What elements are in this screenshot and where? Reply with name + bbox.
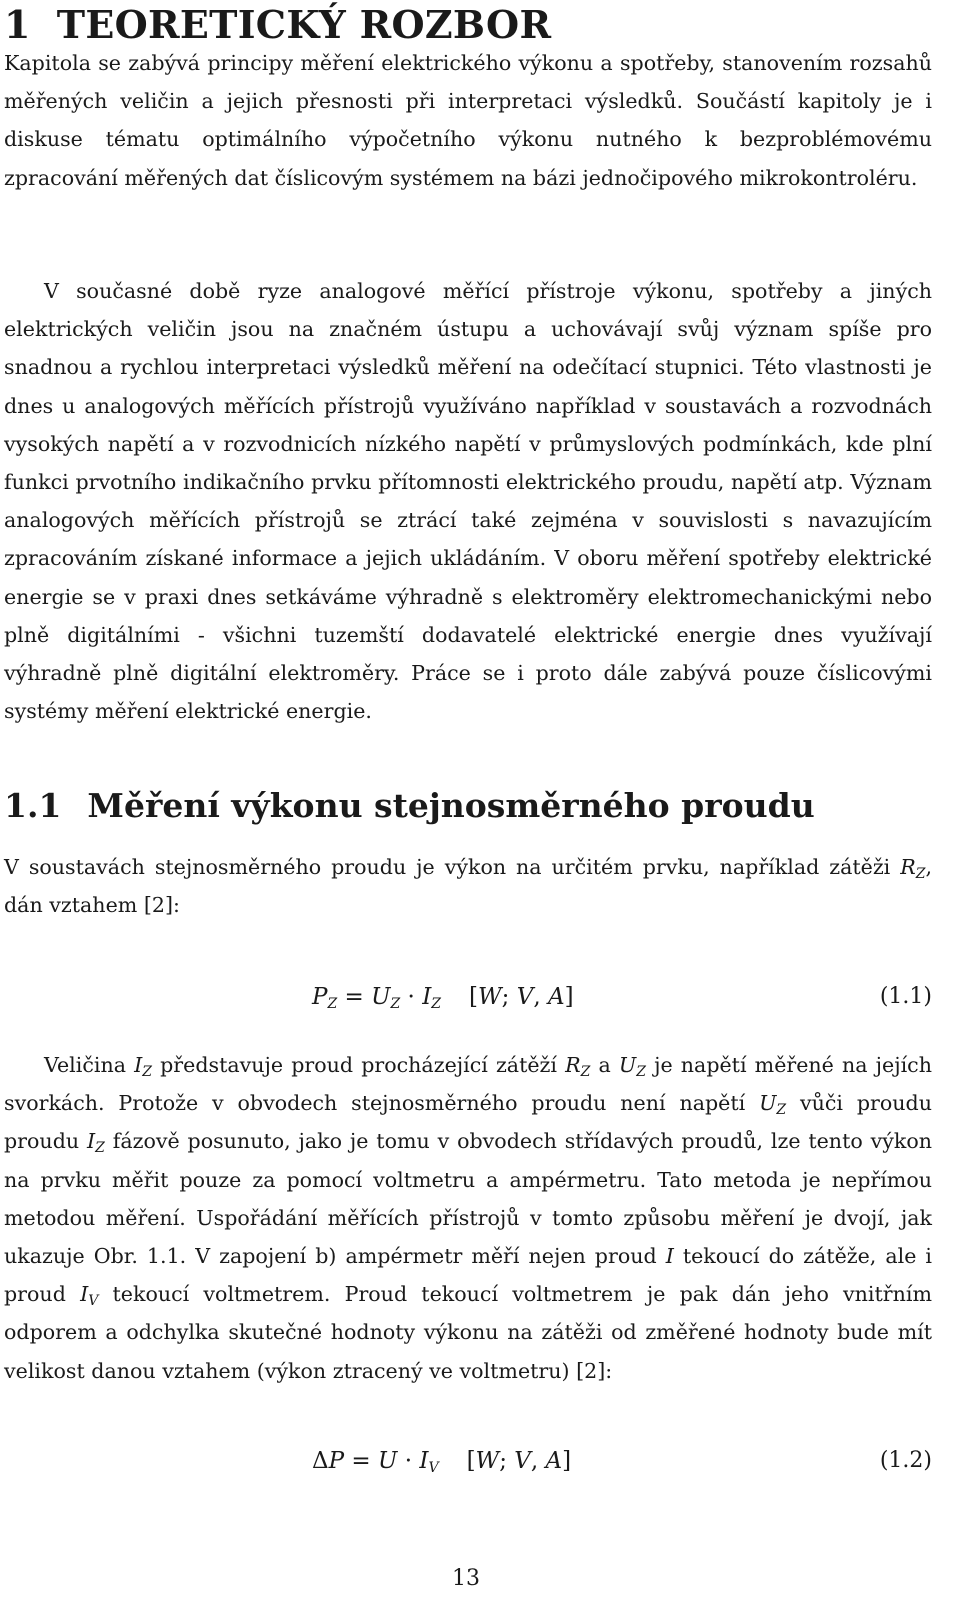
explanation-paragraph: Veličina $I_Z$ představuje proud procházející zátěží $R_Z$ a $U_Z$ je napětí měřené na jejích svorkách. Protože v obvodech stejnosměrného proudu není napětí $U_Z$ vůči proudu proudu $I_Z$ fázově posunuto, jako je tomu v obvodech střídavých proudů, lze tento výkon na prvku měřit pouze za pomocí voltmetru a ampérmetru. Tato metoda je nepřímou metodou měření. Uspořádání měřících přístrojů v tomto způsobu měření je dvojí, jak ukazuje Obr. 1.1. V zapojení b) ampérmetr měří nejen proud I tekoucí do zátěže, ale i proud $I_V$ tekoucí voltmetrem. Proud tekoucí voltmetrem je pak dán jeho vnitřním odporem a odchylka skutečné hodnoty výkonu na zátěži od změřené hodnoty bude mít velikost danou vztahem (výkon ztracený ve voltmetru) [2]: (4, 1053, 933, 1383)
equation-2 (0, 1448, 932, 1488)
dc-text-b: , dán vztahem [2]: (4, 855, 932, 918)
section-number: 1.1 (4, 786, 62, 825)
dc-text-a: V soustavách stejnosměrného proudu je výkon na určitém prvku, například zátěži (4, 855, 901, 879)
equation-2-formula: $\Delta P = U \cdot I_V$ [W; V, A] (312, 1448, 572, 1476)
equation-1 (0, 984, 932, 1024)
page-number: 13 (452, 1566, 480, 1591)
equation-1-number: (1.1) (879, 984, 932, 1009)
analog-paragraph: V současné době ryze analogové měřící přístroje výkonu, spotřeby a jiných elektrických veličin jsou na značném ústupu a uchovávají svůj význam spíše pro snadnou a rychlou interpretaci výsledků měření na odečítací stupnici. Této vlastnosti je dnes u analogových měřících přístrojů využíváno například v soustavách a rozvodnách vysokých napětí a v rozvodnicích nízkého napětí v průmyslových podmínkách, kde plní funkci prvotního indikačního prvku přítomnosti elektrického proudu, napětí atp. Význam analogových měřících přístrojů se ztrácí také zejména v souvislosti s navazujícím zpracováním získané informace a jejich ukládáním. V oboru měření spotřeby elektrické energie se v praxi dnes setkáváme výhradně s elektroměry elektromechanickými nebo plně digitálními - všichni tuzemští dodavatelé elektrické energie dnes využívají výhradně plně digitální elektroměry. Práce se i proto dále zabývá pouze číslicovými systémy měření elektrické energie. (4, 279, 932, 724)
chapter-number: 1 (4, 2, 31, 47)
intro-paragraph: Kapitola se zabývá principy měření elektrického výkonu a spotřeby, stanovením rozsahů měřených veličin a jejich přesnosti při interpretaci výsledků. Součástí kapitoly je i diskuse tématu optimálního výpočetního výkonu nutného k bezproblémovému zpracování měřených dat číslicovým systémem na bázi jednočipového mikrokontroléru. (4, 51, 932, 190)
equation-1-formula: $P_Z = U_Z \cdot I_Z$ [W; V, A] (312, 984, 574, 1012)
dc-paragraph (4, 848, 932, 924)
symbol-rz: $R_Z$ (900, 855, 926, 882)
chapter-heading (4, 2, 551, 47)
equation-2-number: (1.2) (879, 1448, 932, 1473)
section-title: Měření výkonu stejnosměrného proudu (87, 786, 815, 825)
chapter-title: TEORETICKÝ ROZBOR (56, 2, 552, 47)
section-heading (4, 786, 815, 825)
